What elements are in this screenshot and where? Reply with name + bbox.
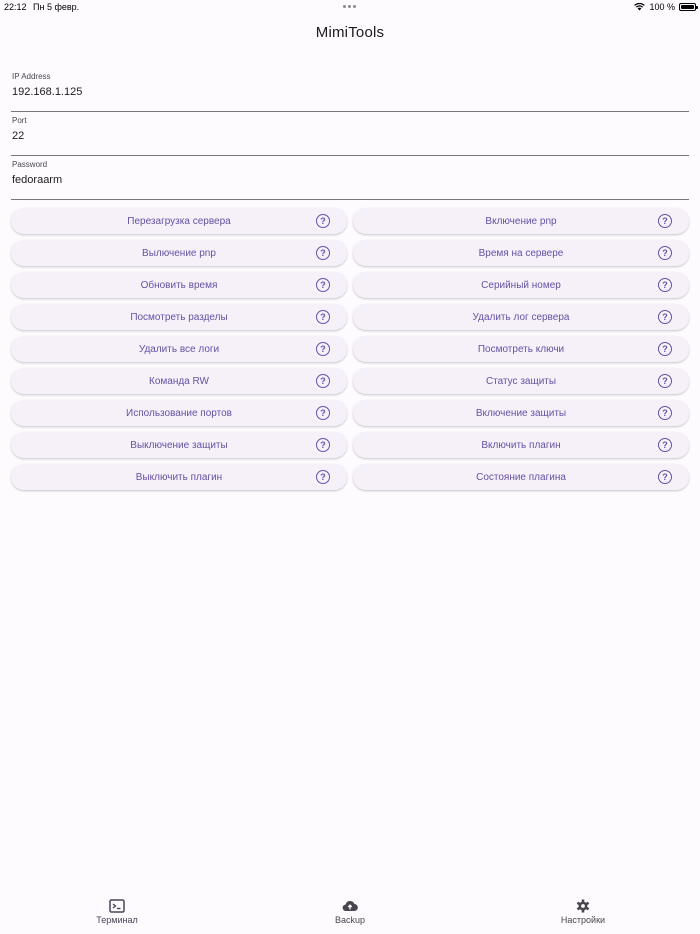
help-icon[interactable]: ? <box>658 438 672 452</box>
ip-address-field[interactable] <box>11 72 689 112</box>
port-value[interactable]: 22 <box>12 130 25 142</box>
help-icon[interactable]: ? <box>316 246 330 260</box>
help-icon[interactable]: ? <box>316 438 330 452</box>
help-icon[interactable]: ? <box>316 470 330 484</box>
help-icon[interactable]: ? <box>316 374 330 388</box>
cmd-label: Статус защиты <box>485 375 557 387</box>
nav-label-backup: Backup <box>334 915 366 925</box>
cmd-update-time-button[interactable] <box>11 272 347 298</box>
cmd-label: Посмотреть разделы <box>130 311 228 323</box>
bottom-navigation <box>0 890 700 934</box>
battery-percent: 100 % <box>649 2 675 12</box>
cmd-view-keys-button[interactable] <box>353 336 689 362</box>
cmd-serial-number-button[interactable] <box>353 272 689 298</box>
battery-icon <box>679 3 696 11</box>
gear-icon <box>575 899 591 913</box>
wifi-icon <box>634 3 645 11</box>
cmd-label: Команда RW <box>149 375 209 387</box>
help-icon[interactable]: ? <box>658 342 672 356</box>
ip-address-label: IP Address <box>12 72 51 81</box>
cmd-delete-server-log-button[interactable] <box>353 304 689 330</box>
cmd-disable-plugin-button[interactable] <box>11 464 347 490</box>
cmd-server-time-button[interactable] <box>353 240 689 266</box>
cmd-disable-protection-button[interactable] <box>11 432 347 458</box>
cmd-delete-all-logs-button[interactable] <box>11 336 347 362</box>
nav-label-terminal: Терминал <box>96 915 138 925</box>
cmd-label: Серийный номер <box>481 279 561 291</box>
port-label: Port <box>12 116 27 125</box>
cmd-enable-pnp-button[interactable] <box>353 208 689 234</box>
cmd-plugin-state-button[interactable] <box>353 464 689 490</box>
help-icon[interactable]: ? <box>658 214 672 228</box>
command-grid <box>11 208 689 490</box>
cmd-label: Выключить плагин <box>135 471 223 483</box>
cmd-label: Включение pnp <box>485 215 557 227</box>
cmd-label: Обновить время <box>140 279 218 291</box>
cmd-rw-command-button[interactable] <box>11 368 347 394</box>
cmd-label: Посмотреть ключи <box>477 343 565 355</box>
cmd-view-partitions-button[interactable] <box>11 304 347 330</box>
cmd-restart-server-button[interactable] <box>11 208 347 234</box>
status-right <box>634 2 696 12</box>
help-icon[interactable]: ? <box>316 406 330 420</box>
cmd-label: Время на сервере <box>478 247 564 259</box>
cmd-enable-plugin-button[interactable] <box>353 432 689 458</box>
cmd-label: Вылючение pnp <box>142 247 216 259</box>
cloud-upload-icon <box>342 899 358 913</box>
app-title: MimiTools <box>315 24 385 41</box>
help-icon[interactable]: ? <box>658 278 672 292</box>
help-icon[interactable]: ? <box>316 342 330 356</box>
password-label: Password <box>12 160 48 169</box>
cmd-label: Состояние плагина <box>476 471 566 483</box>
cmd-label: Включение защиты <box>475 407 567 419</box>
help-icon[interactable]: ? <box>316 278 330 292</box>
help-icon[interactable]: ? <box>316 310 330 324</box>
nav-tab-backup[interactable] <box>280 890 420 934</box>
password-value[interactable]: fedoraarm <box>12 174 63 186</box>
cmd-label: Выключение защиты <box>130 439 228 451</box>
nav-tab-settings[interactable] <box>513 890 653 934</box>
help-icon[interactable]: ? <box>658 246 672 260</box>
cmd-protection-status-button[interactable] <box>353 368 689 394</box>
status-time: 22:12 <box>4 2 27 12</box>
port-field[interactable] <box>11 116 689 156</box>
help-icon[interactable]: ? <box>316 214 330 228</box>
cmd-disable-pnp-button[interactable] <box>11 240 347 266</box>
multitasking-dots-icon[interactable] <box>343 5 356 8</box>
nav-tab-terminal[interactable] <box>47 890 187 934</box>
terminal-icon <box>109 899 125 913</box>
help-icon[interactable]: ? <box>658 310 672 324</box>
status-bar <box>0 0 700 14</box>
cmd-port-usage-button[interactable] <box>11 400 347 426</box>
cmd-label: Удалить все логи <box>138 343 220 355</box>
nav-label-settings: Настройки <box>560 915 606 925</box>
ip-address-value[interactable]: 192.168.1.125 <box>12 86 83 98</box>
cmd-label: Перезагрузка сервера <box>127 215 231 227</box>
cmd-label: Удалить лог сервера <box>472 311 570 323</box>
help-icon[interactable]: ? <box>658 470 672 484</box>
status-date: Пн 5 февр. <box>33 2 80 12</box>
password-field[interactable] <box>11 160 689 200</box>
cmd-enable-protection-button[interactable] <box>353 400 689 426</box>
cmd-label: Использование портов <box>126 407 232 419</box>
cmd-label: Включить плагин <box>481 439 561 451</box>
help-icon[interactable]: ? <box>658 374 672 388</box>
help-icon[interactable]: ? <box>658 406 672 420</box>
